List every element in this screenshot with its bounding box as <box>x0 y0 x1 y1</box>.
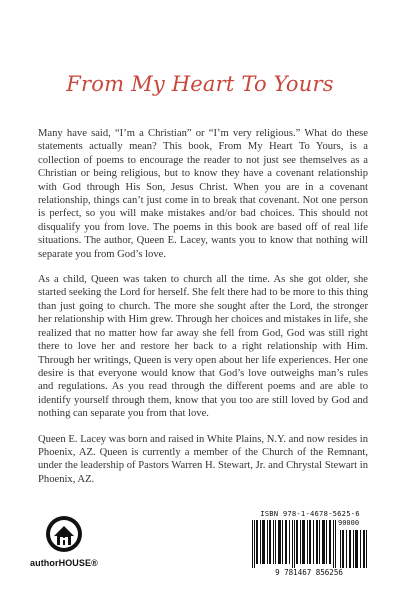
barcode-digits: 9 781467 856256 <box>275 568 343 577</box>
publisher-name: authorHOUSE® <box>30 558 98 568</box>
blurb-paragraph-1: Many have said, “I’m a Christian” or “I’m very religious.” What do these statements actually mean? This book, From My Heart To Yours, is a collection of poems to encourage the reader to not just see themselves as a Christian or being religious, but to know they have a covenant relationship with God through His Son, Jesus Christ. When you are in a covenant relationship, things can’t just come in to break that covenant. Not one person is perfect, so you will make mistakes and/or bad choices. This should not disqualify you from love. The poems in this book are based off of real life situations. The author, Queen E. Lacey, wants you to know that nothing will separate you from God’s love. <box>38 128 368 260</box>
price-code: 90000 <box>338 519 360 527</box>
publisher-logo <box>30 514 100 574</box>
authorhouse-logo-icon <box>44 514 84 554</box>
cover-title: From My Heart To Yours <box>66 72 334 96</box>
ean-barcode <box>252 520 336 568</box>
blurb-paragraph-2: As a child, Queen was taken to church all the time. As she got older, she started seeking the Lord for herself. She felt there had to be more to this thing than just going to church. The more she sought after the Lord, the stronger her relationship with Him grew. Through her choices and mistakes in life, she realized that no matter how far away she fell from God, God was still right there to love her and restore her back to a right relationship with Him. Through her writings, Queen is very open about her life experiences. Her one desire is that everyone would know that God’s love outweighs man’s rules and regulations. As you read through the different poems and are able to identify yourself through them, know that you too are still loved by God and nothing can separate you from that love. <box>38 274 368 420</box>
barcode-block <box>248 509 368 577</box>
cover-blurb <box>38 127 368 498</box>
blurb-paragraph-3: Queen E. Lacey was born and raised in White Plains, N.Y. and now resides in Phoenix, AZ. Queen is currently a member of the Church of the Remnant, under the leadership of Pastors Warren H. Stewart, Jr. and Chrystal Stewart in Phoenix, AZ. <box>38 433 368 485</box>
isbn-text: ISBN 978-1-4678-5625-6 <box>260 509 360 518</box>
addon-barcode <box>340 530 368 568</box>
